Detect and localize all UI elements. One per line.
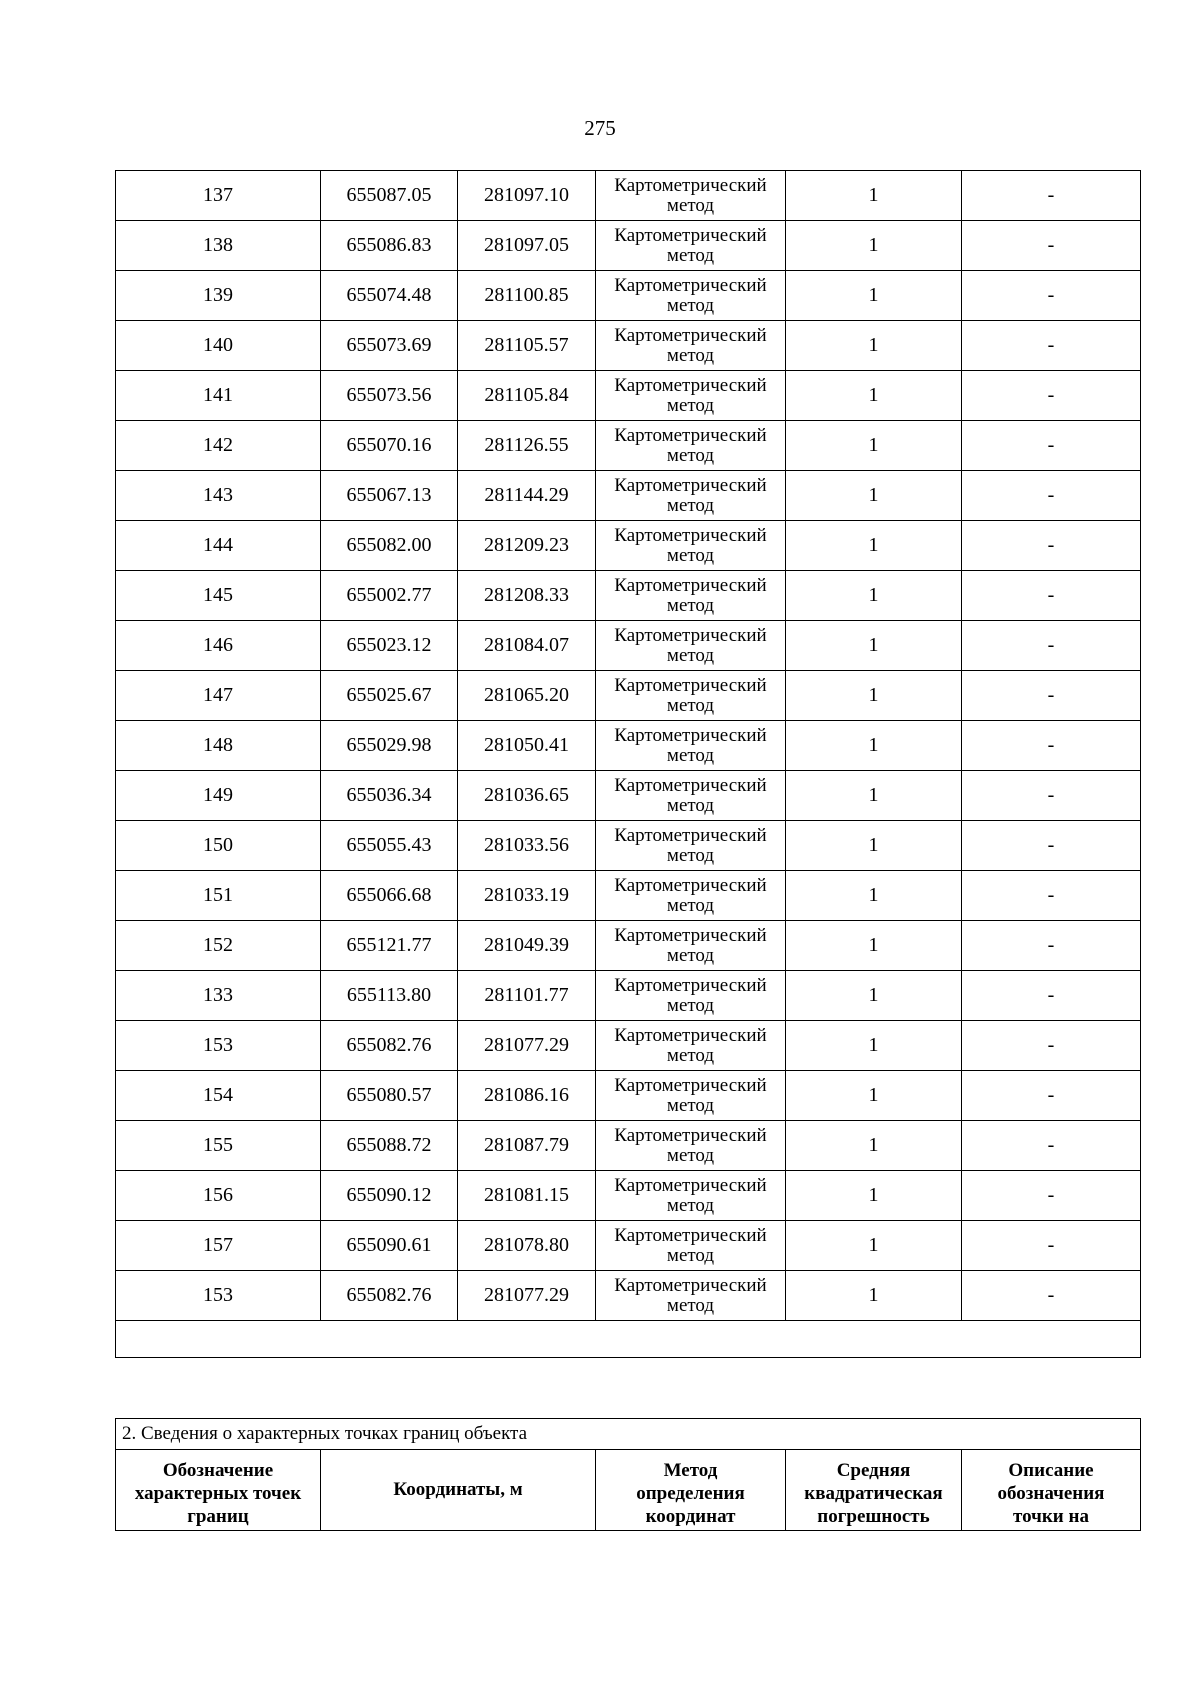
- x-coordinate-cell: 655036.34: [321, 771, 458, 821]
- method-line: метод: [666, 244, 715, 266]
- method-line: Картометрический: [614, 724, 767, 746]
- point-cell: 153: [116, 1021, 321, 1071]
- description-cell: -: [962, 721, 1141, 771]
- method-line: Картометрический: [614, 474, 767, 496]
- method-line: Картометрический: [614, 374, 767, 396]
- section2-table: [115, 1418, 1141, 1531]
- method-line: метод: [666, 994, 715, 1016]
- x-coordinate-cell: 655082.76: [321, 1271, 458, 1321]
- description-cell: -: [962, 1021, 1141, 1071]
- point-cell: 148: [116, 721, 321, 771]
- point-cell: 155: [116, 1121, 321, 1171]
- point-cell: 153: [116, 1271, 321, 1321]
- header-coordinates-line: Координаты, м: [393, 1478, 523, 1500]
- x-coordinate-cell: 655055.43: [321, 821, 458, 871]
- header-designation-line: Обозначение: [162, 1460, 274, 1481]
- y-coordinate-cell: 281126.55: [458, 421, 596, 471]
- method-cell: [596, 721, 786, 771]
- coordinates-table: [115, 170, 1141, 1358]
- method-line: Картометрический: [614, 1124, 767, 1146]
- method-cell: [596, 971, 786, 1021]
- description-cell: -: [962, 921, 1141, 971]
- x-coordinate-cell: 655082.00: [321, 521, 458, 571]
- method-cell: [596, 421, 786, 471]
- method-line: Картометрический: [614, 424, 767, 446]
- x-coordinate-cell: 655088.72: [321, 1121, 458, 1171]
- error-cell: 1: [786, 1221, 962, 1271]
- method-cell: [596, 1171, 786, 1221]
- x-coordinate-cell: 655080.57: [321, 1071, 458, 1121]
- table-row: [116, 1121, 1141, 1171]
- method-cell: [596, 1121, 786, 1171]
- method-line: метод: [666, 594, 715, 616]
- y-coordinate-cell: 281049.39: [458, 921, 596, 971]
- table-row: [116, 721, 1141, 771]
- error-cell: 1: [786, 1271, 962, 1321]
- method-cell: [596, 321, 786, 371]
- header-designation: [116, 1450, 321, 1531]
- error-cell: 1: [786, 1171, 962, 1221]
- description-cell: -: [962, 521, 1141, 571]
- y-coordinate-cell: 281033.19: [458, 871, 596, 921]
- method-line: метод: [666, 944, 715, 966]
- y-coordinate-cell: 281086.16: [458, 1071, 596, 1121]
- description-cell: -: [962, 671, 1141, 721]
- method-line: Картометрический: [614, 874, 767, 896]
- y-coordinate-cell: 281036.65: [458, 771, 596, 821]
- description-cell: -: [962, 221, 1141, 271]
- table-row: [116, 1021, 1141, 1071]
- header-coordinates: [321, 1450, 596, 1531]
- point-cell: 154: [116, 1071, 321, 1121]
- method-cell: [596, 171, 786, 221]
- y-coordinate-cell: 281208.33: [458, 571, 596, 621]
- point-cell: 143: [116, 471, 321, 521]
- method-cell: [596, 921, 786, 971]
- method-line: метод: [666, 444, 715, 466]
- header-error-line: квадратическая: [804, 1483, 943, 1504]
- y-coordinate-cell: 281081.15: [458, 1171, 596, 1221]
- table-row: [116, 1171, 1141, 1221]
- table-row: [116, 1071, 1141, 1121]
- table-row: [116, 221, 1141, 271]
- error-cell: 1: [786, 921, 962, 971]
- method-line: метод: [666, 1244, 715, 1266]
- error-cell: 1: [786, 871, 962, 921]
- x-coordinate-cell: 655090.12: [321, 1171, 458, 1221]
- header-designation-line: границ: [187, 1506, 249, 1527]
- method-line: Картометрический: [614, 974, 767, 996]
- point-cell: 142: [116, 421, 321, 471]
- header-description-line: точки на: [1013, 1506, 1089, 1527]
- point-cell: 137: [116, 171, 321, 221]
- method-line: Картометрический: [614, 1224, 767, 1246]
- method-line: метод: [666, 894, 715, 916]
- point-cell: 141: [116, 371, 321, 421]
- method-cell: [596, 371, 786, 421]
- method-cell: [596, 671, 786, 721]
- method-cell: [596, 521, 786, 571]
- error-cell: 1: [786, 271, 962, 321]
- x-coordinate-cell: 655066.68: [321, 871, 458, 921]
- y-coordinate-cell: 281144.29: [458, 471, 596, 521]
- empty-cell: [116, 1321, 1141, 1358]
- method-cell: [596, 1021, 786, 1071]
- header-description-line: Описание: [1008, 1460, 1094, 1481]
- y-coordinate-cell: 281097.10: [458, 171, 596, 221]
- y-coordinate-cell: 281078.80: [458, 1221, 596, 1271]
- x-coordinate-cell: 655082.76: [321, 1021, 458, 1071]
- point-cell: 156: [116, 1171, 321, 1221]
- point-cell: 152: [116, 921, 321, 971]
- description-cell: -: [962, 1171, 1141, 1221]
- method-line: Картометрический: [614, 524, 767, 546]
- x-coordinate-cell: 655025.67: [321, 671, 458, 721]
- method-line: Картометрический: [614, 1024, 767, 1046]
- description-cell: -: [962, 321, 1141, 371]
- x-coordinate-cell: 655073.69: [321, 321, 458, 371]
- method-cell: [596, 871, 786, 921]
- method-line: метод: [666, 1144, 715, 1166]
- x-coordinate-cell: 655023.12: [321, 621, 458, 671]
- method-cell: [596, 1071, 786, 1121]
- header-designation-line: характерных точек: [134, 1483, 302, 1504]
- description-cell: -: [962, 421, 1141, 471]
- method-line: Картометрический: [614, 1174, 767, 1196]
- y-coordinate-cell: 281105.57: [458, 321, 596, 371]
- method-cell: [596, 221, 786, 271]
- description-cell: -: [962, 1071, 1141, 1121]
- y-coordinate-cell: 281105.84: [458, 371, 596, 421]
- error-cell: 1: [786, 221, 962, 271]
- table-row: [116, 1221, 1141, 1271]
- table-row: [116, 371, 1141, 421]
- method-line: Картометрический: [614, 624, 767, 646]
- method-line: Картометрический: [614, 574, 767, 596]
- x-coordinate-cell: 655121.77: [321, 921, 458, 971]
- header-method: [596, 1450, 786, 1531]
- x-coordinate-cell: 655074.48: [321, 271, 458, 321]
- method-line: метод: [666, 544, 715, 566]
- table-row: [116, 821, 1141, 871]
- x-coordinate-cell: 655002.77: [321, 571, 458, 621]
- method-cell: [596, 1221, 786, 1271]
- method-cell: [596, 621, 786, 671]
- description-cell: -: [962, 371, 1141, 421]
- table-row: [116, 471, 1141, 521]
- x-coordinate-cell: 655029.98: [321, 721, 458, 771]
- method-line: метод: [666, 794, 715, 816]
- method-line: Картометрический: [614, 924, 767, 946]
- y-coordinate-cell: 281033.56: [458, 821, 596, 871]
- method-line: метод: [666, 394, 715, 416]
- error-cell: 1: [786, 1071, 962, 1121]
- y-coordinate-cell: 281050.41: [458, 721, 596, 771]
- table-row: [116, 271, 1141, 321]
- y-coordinate-cell: 281101.77: [458, 971, 596, 1021]
- header-error-line: Средняя: [836, 1460, 911, 1481]
- description-cell: -: [962, 621, 1141, 671]
- error-cell: 1: [786, 821, 962, 871]
- y-coordinate-cell: 281077.29: [458, 1021, 596, 1071]
- error-cell: 1: [786, 1021, 962, 1071]
- x-coordinate-cell: 655067.13: [321, 471, 458, 521]
- method-line: метод: [666, 194, 715, 216]
- error-cell: 1: [786, 1121, 962, 1171]
- description-cell: -: [962, 971, 1141, 1021]
- error-cell: 1: [786, 621, 962, 671]
- point-cell: 150: [116, 821, 321, 871]
- table-row: [116, 871, 1141, 921]
- header-error-line: погрешность: [817, 1506, 930, 1527]
- method-line: Картометрический: [614, 1274, 767, 1296]
- description-cell: -: [962, 571, 1141, 621]
- header-description: [962, 1450, 1141, 1531]
- method-line: метод: [666, 744, 715, 766]
- error-cell: 1: [786, 421, 962, 471]
- point-cell: 138: [116, 221, 321, 271]
- table-row: [116, 321, 1141, 371]
- header-method-line: координат: [645, 1506, 736, 1527]
- y-coordinate-cell: 281084.07: [458, 621, 596, 671]
- x-coordinate-cell: 655113.80: [321, 971, 458, 1021]
- table-row: [116, 621, 1141, 671]
- empty-row: [116, 1321, 1141, 1358]
- y-coordinate-cell: 281100.85: [458, 271, 596, 321]
- error-cell: 1: [786, 471, 962, 521]
- method-line: Картометрический: [614, 1074, 767, 1096]
- description-cell: -: [962, 1121, 1141, 1171]
- header-description-line: обозначения: [997, 1483, 1105, 1504]
- table-row: [116, 921, 1141, 971]
- description-cell: -: [962, 821, 1141, 871]
- method-line: метод: [666, 694, 715, 716]
- method-line: метод: [666, 494, 715, 516]
- header-method-line: Метод: [663, 1460, 718, 1481]
- method-cell: [596, 271, 786, 321]
- table-row: [116, 1271, 1141, 1321]
- method-line: метод: [666, 294, 715, 316]
- error-cell: 1: [786, 721, 962, 771]
- point-cell: 149: [116, 771, 321, 821]
- method-line: метод: [666, 344, 715, 366]
- method-cell: [596, 1271, 786, 1321]
- point-cell: 145: [116, 571, 321, 621]
- table-row: [116, 771, 1141, 821]
- method-line: Картометрический: [614, 224, 767, 246]
- method-cell: [596, 771, 786, 821]
- method-line: Картометрический: [614, 274, 767, 296]
- point-cell: 147: [116, 671, 321, 721]
- x-coordinate-cell: 655086.83: [321, 221, 458, 271]
- error-cell: 1: [786, 971, 962, 1021]
- table-row: [116, 671, 1141, 721]
- method-line: Картометрический: [614, 324, 767, 346]
- error-cell: 1: [786, 771, 962, 821]
- page-number: 275: [584, 116, 616, 140]
- method-line: метод: [666, 644, 715, 666]
- error-cell: 1: [786, 521, 962, 571]
- y-coordinate-cell: 281065.20: [458, 671, 596, 721]
- method-line: метод: [666, 1094, 715, 1116]
- point-cell: 157: [116, 1221, 321, 1271]
- error-cell: 1: [786, 321, 962, 371]
- point-cell: 144: [116, 521, 321, 571]
- coordinates-table-body: [116, 171, 1141, 1358]
- method-line: метод: [666, 1044, 715, 1066]
- table-row: [116, 521, 1141, 571]
- method-line: метод: [666, 1194, 715, 1216]
- description-cell: -: [962, 171, 1141, 221]
- description-cell: -: [962, 1221, 1141, 1271]
- description-cell: -: [962, 1271, 1141, 1321]
- method-line: Картометрический: [614, 774, 767, 796]
- section2-title: 2. Сведения о характерных точках границ объекта: [116, 1419, 1141, 1450]
- error-cell: 1: [786, 671, 962, 721]
- table-row: [116, 571, 1141, 621]
- y-coordinate-cell: 281077.29: [458, 1271, 596, 1321]
- table-row: [116, 171, 1141, 221]
- error-cell: 1: [786, 171, 962, 221]
- table-row: [116, 971, 1141, 1021]
- header-method-line: определения: [636, 1483, 745, 1504]
- method-line: Картометрический: [614, 674, 767, 696]
- x-coordinate-cell: 655073.56: [321, 371, 458, 421]
- description-cell: -: [962, 771, 1141, 821]
- description-cell: -: [962, 271, 1141, 321]
- description-cell: -: [962, 871, 1141, 921]
- method-cell: [596, 471, 786, 521]
- method-cell: [596, 821, 786, 871]
- error-cell: 1: [786, 371, 962, 421]
- y-coordinate-cell: 281097.05: [458, 221, 596, 271]
- method-line: Картометрический: [614, 824, 767, 846]
- point-cell: 146: [116, 621, 321, 671]
- method-cell: [596, 571, 786, 621]
- point-cell: 151: [116, 871, 321, 921]
- x-coordinate-cell: 655087.05: [321, 171, 458, 221]
- error-cell: 1: [786, 571, 962, 621]
- method-line: Картометрический: [614, 174, 767, 196]
- method-line: метод: [666, 1294, 715, 1316]
- x-coordinate-cell: 655090.61: [321, 1221, 458, 1271]
- point-cell: 133: [116, 971, 321, 1021]
- header-error: [786, 1450, 962, 1531]
- method-line: метод: [666, 844, 715, 866]
- y-coordinate-cell: 281209.23: [458, 521, 596, 571]
- x-coordinate-cell: 655070.16: [321, 421, 458, 471]
- table-row: [116, 421, 1141, 471]
- point-cell: 139: [116, 271, 321, 321]
- y-coordinate-cell: 281087.79: [458, 1121, 596, 1171]
- point-cell: 140: [116, 321, 321, 371]
- description-cell: -: [962, 471, 1141, 521]
